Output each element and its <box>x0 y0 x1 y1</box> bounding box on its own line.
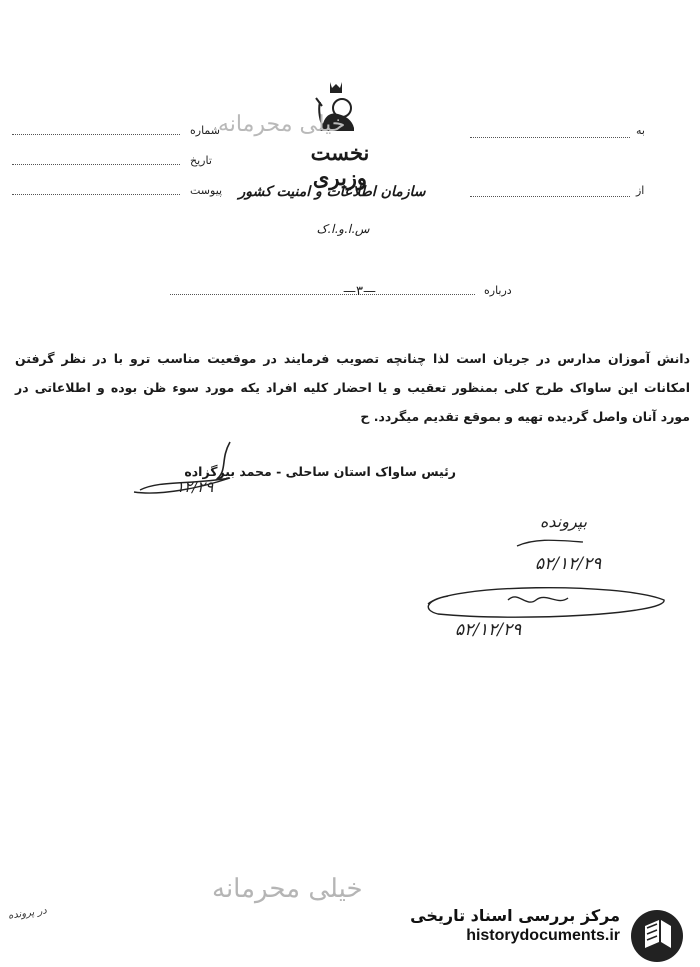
classification-stamp-bottom: خیلی محرمانه <box>212 874 363 904</box>
watermark-org: مرکز بررسی اسناد تاریخی <box>410 906 620 925</box>
classification-stamp-top: خیلی محرمانه <box>218 112 346 137</box>
signature-date: ۱۲/۲۹ <box>176 478 214 496</box>
attachment-dotted-line <box>12 194 180 195</box>
watermark-site: historydocuments.ir <box>466 927 620 944</box>
signer-title: رئیس ساواک استان ساحلی - محمد بیرگزاده <box>184 464 456 479</box>
note-1-scribble <box>515 530 585 550</box>
note-2-signature-oval <box>418 580 670 624</box>
org-title: نخست وزیری <box>310 140 370 190</box>
subject-label: درباره <box>484 284 512 297</box>
margin-note: در پرونده <box>7 905 48 922</box>
to-dotted-line <box>470 137 630 138</box>
subject-dotted-line <box>170 294 475 295</box>
org-subtitle: سازمان اطلاعات و امنیت کشور <box>238 184 426 200</box>
handwritten-note-2-date: ۵۲/۱۲/۲۹ <box>455 620 522 640</box>
date-label: تاریخ <box>190 154 212 167</box>
handwritten-note-1: بپرونده <box>540 512 588 531</box>
number-label: شماره <box>190 124 221 137</box>
watermark-logo-icon <box>627 906 687 966</box>
to-label: به <box>636 124 645 137</box>
letter-body: دانش آموزان مدارس در جریان است لذا چنانچه تصویب فرمایند در موقعیت مناسب ترو با در نظر گرفتن امکانات این ساواک طرح کلی بمنظور تعقیب و یا احضار کلیه افراد یکه مورد سوء ظن بوده و اطلاعاتی در مورد آنان واصل گردیده تهیه و بموقع تقدیم میگردد. ح <box>15 351 690 424</box>
attachment-label: پیوست <box>190 184 223 197</box>
subject-number: —۳— <box>343 284 376 299</box>
from-label: از <box>636 184 645 197</box>
date-dotted-line <box>12 164 180 165</box>
from-dotted-line <box>470 196 630 197</box>
watermark-text <box>410 906 620 945</box>
number-dotted-line <box>12 134 180 135</box>
org-code: س.ا.و.ا.ک <box>316 222 370 236</box>
handwritten-note-1-date: ۵۲/۱۲/۲۹ <box>535 554 602 574</box>
